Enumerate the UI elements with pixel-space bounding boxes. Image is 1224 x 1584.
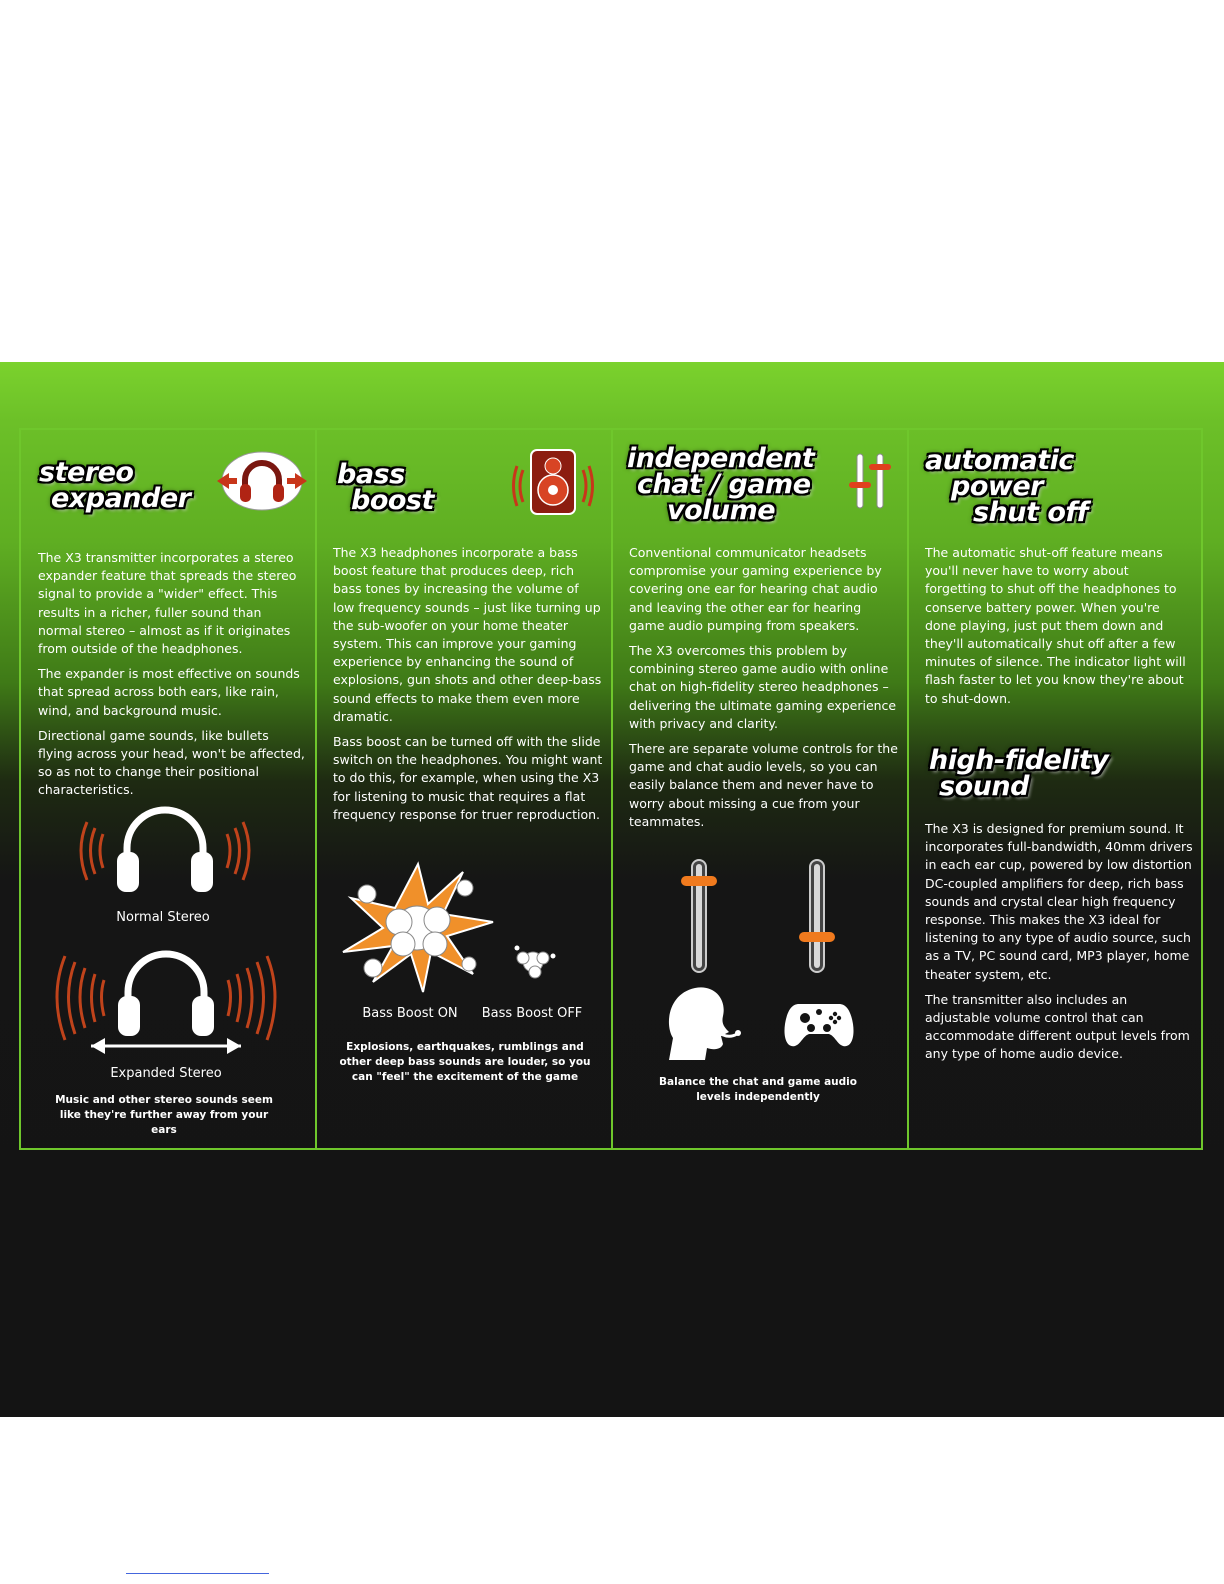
explosion-icon — [343, 864, 493, 994]
bass-boost-caption: Explosions, earthquakes, rumblings and other deep bass sounds are louder, so you can "feel" the excitement of the game — [339, 1041, 591, 1083]
independent-volume-caption: Balance the chat and game audio levels independently — [659, 1076, 857, 1103]
bass-boost-text — [333, 544, 603, 831]
title-line: shut off — [973, 497, 1088, 528]
paragraph: The automatic shut-off feature means you'll never have to worry about forgetting to shut off the headphones to conserve battery power. When you're done playing, just put them down and they'll automatically shut off after a few minutes of silence. The indicator light will flash faster to let you know they're about to shut-down. — [925, 545, 1186, 706]
paragraph: The X3 headphones incorporate a bass boost feature that produces deep, rich bass tones by increasing the volume of low frequency sounds – just like turning up the sub-woofer on your home theater system. This can improve your gaming experience by enhancing the sound of explosions, gun shots and other deep-bass sound effects to make them even more dramatic. — [333, 545, 602, 724]
column-bass-boost — [317, 430, 613, 1148]
stereo-expander-title — [39, 457, 191, 514]
bass-boost-title — [337, 459, 434, 516]
title-line: power — [951, 471, 1043, 502]
bass-boost-on-label: Bass Boost ON — [362, 1006, 458, 1021]
title-line: bass — [337, 459, 405, 490]
column-independent-volume — [613, 430, 909, 1148]
paragraph: The transmitter also includes an adjustable volume control that can accommodate different output levels from any type of home audio device. — [925, 991, 1190, 1062]
title-line: chat / game — [637, 469, 811, 500]
paragraph: Directional game sounds, like bullets flying across your head, won't be affected, so as not to change their positional characteristics. — [38, 727, 305, 798]
title-line: boost — [351, 485, 434, 516]
normal-stereo-label: Normal Stereo — [116, 910, 210, 925]
paragraph: There are separate volume controls for the game and chat audio levels, so you can easily balance them and never have to worry about missing a cue from your teammates. — [629, 741, 898, 829]
paragraph: The X3 overcomes this problem by combining stereo game audio with online chat on high-fidelity stereo headphones – delivering the ultimate gaming experience with privacy and clarity. — [629, 643, 897, 731]
title-line: volume — [667, 495, 776, 526]
title-line: high-fidelity — [929, 745, 1109, 776]
game-volume-slider — [797, 858, 837, 974]
gamepad-icon — [785, 998, 853, 1050]
headphone-arrows-icon — [215, 450, 309, 512]
auto-shutoff-text — [925, 544, 1193, 715]
chat-volume-slider — [679, 858, 719, 974]
title-line: independent — [627, 443, 815, 474]
chat-head-icon — [665, 984, 741, 1060]
sliders-icon — [847, 452, 893, 510]
stereo-expander-text — [38, 549, 306, 807]
auto-shutoff-title — [925, 445, 1088, 528]
stereo-expander-caption: Music and other stereo sounds seem like they're further away from your ears — [55, 1094, 273, 1136]
bass-boost-off-label: Bass Boost OFF — [481, 1006, 583, 1021]
independent-volume-title — [627, 443, 815, 526]
feature-panel — [0, 362, 1224, 1417]
column-stereo-expander — [21, 430, 317, 1148]
paragraph: The X3 is designed for premium sound. It incorporates full-bandwidth, 40mm drivers in each ear cup, powered by low distortion DC-coupled amplifiers for deep, rich bass sounds and crystal clear high frequency response. This makes the X3 ideal for listening to any type of audio source, such as a TV, PC sound card, MP3 player, home theater system, etc. — [925, 821, 1193, 982]
feature-frame — [19, 428, 1203, 1150]
paragraph: The X3 transmitter incorporates a stereo expander feature that spreads the stereo signal to provide a "wider" effect. This results in a richer, fuller sound than normal stereo – almost as if it originates from outside of the headphones. — [38, 550, 297, 657]
title-line: stereo — [39, 457, 134, 488]
independent-volume-text — [629, 544, 899, 838]
normal-stereo-headphones-icon — [67, 804, 263, 900]
high-fidelity-text — [925, 820, 1193, 1071]
title-line: expander — [51, 483, 191, 514]
speaker-icon — [513, 446, 593, 518]
paragraph: Bass boost can be turned off with the slide switch on the headphones. You might want to do this, for example, when using the X3 for listening to music that requires a flat frequency response for truer reproduction. — [333, 734, 603, 822]
title-line: sound — [939, 771, 1029, 802]
small-cloud-icon — [513, 942, 557, 982]
title-line: automatic — [925, 445, 1074, 476]
expanded-stereo-label: Expanded Stereo — [110, 1066, 222, 1081]
paragraph: Conventional communicator headsets compromise your gaming experience by covering one ear for hearing chat audio and leaving the other ear for hearing game audio pumping from speakers. — [629, 545, 882, 633]
expanded-stereo-headphones-icon — [51, 946, 281, 1062]
footer-rule — [126, 1573, 269, 1574]
high-fidelity-title — [929, 745, 1109, 802]
column-auto-shutoff — [909, 430, 1201, 1148]
paragraph: The expander is most effective on sounds that spread across both ears, like rain, wind, and background music. — [38, 666, 300, 718]
